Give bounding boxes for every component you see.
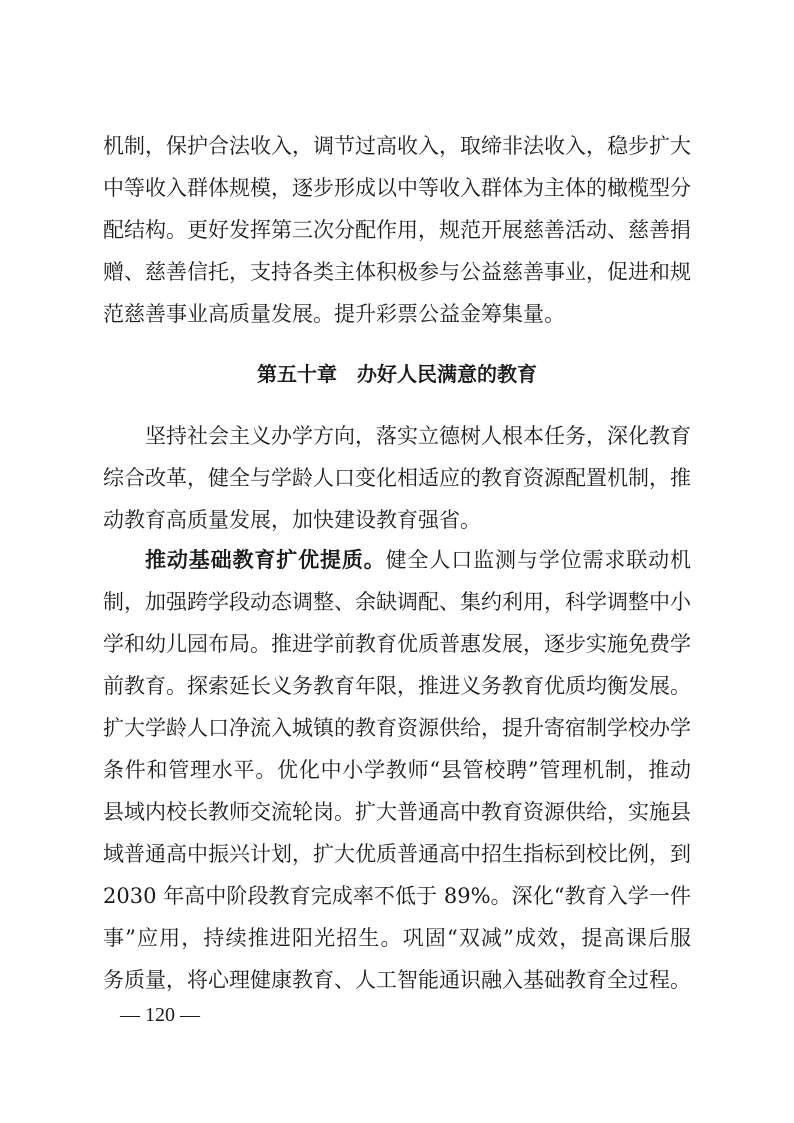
paragraph-line: 学和幼儿园布局。推进学前教育优质普惠发展，逐步实施免费学 <box>103 632 691 656</box>
paragraph-line: 配结构。更好发挥第三次分配作用，规范开展慈善活动、慈善捐 <box>103 218 691 242</box>
paragraph-line: 坚持社会主义办学方向，落实立德树人根本任务，深化教育 <box>145 424 691 448</box>
page-number: — 120 — <box>120 1004 200 1026</box>
paragraph-line: 条件和管理水平。优化中小学教师“县管校聘”管理机制，推动 <box>103 758 691 782</box>
paragraph-line: 务质量，将心理健康教育、人工智能通识融入基础教育全过程。 <box>103 968 691 992</box>
paragraph-line: 动教育高质量发展，加快建设教育强省。 <box>103 508 481 532</box>
paragraph-line: 前教育。探索延长义务教育年限，推进义务教育优质均衡发展。 <box>103 674 691 698</box>
paragraph-line: 域普通高中振兴计划，扩大优质普通高中招生指标到校比例，到 <box>103 842 691 866</box>
section-lead: 推动基础教育扩优提质。 <box>145 547 386 572</box>
paragraph-line: 综合改革，健全与学龄人口变化相适应的教育资源配置机制，推 <box>103 466 691 490</box>
paragraph-line <box>145 540 691 580</box>
paragraph-line: 机制，保护合法收入，调节过高收入，取缔非法收入，稳步扩大 <box>103 134 691 158</box>
paragraph-line: 中等收入群体规模，逐步形成以中等收入群体为主体的橄榄型分 <box>103 176 691 200</box>
paragraph-text: 健全人口监测与学位需求联动机 <box>385 548 691 572</box>
paragraph-line: 2030 年高中阶段教育完成率不低于 89%。深化“教育入学一件 <box>103 884 691 908</box>
paragraph-line: 扩大学龄人口净流入城镇的教育资源供给，提升寄宿制学校办学 <box>103 716 691 740</box>
chapter-heading: 第五十章 办好人民满意的教育 <box>257 362 537 386</box>
paragraph-line: 范慈善事业高质量发展。提升彩票公益金筹集量。 <box>103 302 565 326</box>
paragraph-line: 制，加强跨学段动态调整、余缺调配、集约利用，科学调整中小 <box>103 590 691 614</box>
paragraph-line: 事”应用，持续推进阳光招生。巩固“双减”成效，提高课后服 <box>103 926 691 950</box>
paragraph-line: 赠、慈善信托，支持各类主体积极参与公益慈善事业，促进和规 <box>103 260 691 284</box>
paragraph-line: 县域内校长教师交流轮岗。扩大普通高中教育资源供给，实施县 <box>103 800 691 824</box>
